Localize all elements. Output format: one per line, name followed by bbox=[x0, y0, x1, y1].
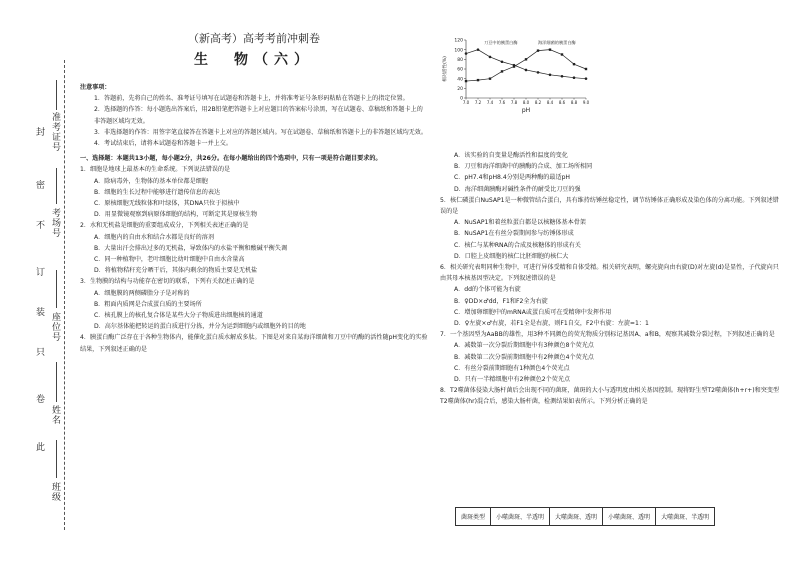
data-point bbox=[513, 65, 515, 67]
x-tick-label: 7.0 bbox=[462, 100, 470, 105]
fill-line[interactable] bbox=[56, 80, 57, 110]
option: C．同一种植物中，老叶细胞比幼叶细胞中自由水含量高 bbox=[94, 256, 245, 264]
right-column bbox=[440, 150, 780, 408]
option: A．减数第一次分裂后期细胞中有3种颜色8个荧光点 bbox=[454, 342, 594, 350]
field-label: 班级 bbox=[50, 482, 60, 502]
option: A．除病毒外，生物体的基本单位都是细胞 bbox=[94, 177, 208, 185]
data-point bbox=[477, 79, 479, 81]
option: D．用显微镜观察到病原体细胞的结构，可断定其是原核生物 bbox=[94, 211, 258, 219]
data-point bbox=[573, 76, 576, 79]
x-tick-label: 7.2 bbox=[474, 100, 482, 105]
table-cell: 菌斑类型 bbox=[456, 508, 491, 526]
data-point bbox=[573, 63, 575, 65]
option: B．减数第二次分裂前期细胞中有2种颜色4个荧光点 bbox=[454, 353, 594, 361]
seal-char: 密 bbox=[36, 181, 46, 191]
table-row bbox=[456, 508, 715, 526]
x-tick-label: 8.8 bbox=[570, 100, 578, 105]
question-stem: 8．T2噬菌体侵染大肠杆菌后会出现不同的菌斑，菌斑的大小与透明度由相关基因控制。现将野生型T2噬菌体(h+r+)和突变型T2噬菌体(hr)混合后，感染大肠杆菌，检测结果如表所示。下列分析正确的是 bbox=[440, 387, 780, 406]
data-point bbox=[489, 77, 491, 79]
left-column bbox=[80, 22, 428, 355]
field-label: 座位号 bbox=[50, 312, 60, 342]
option: B．粗面内质网是合成蛋白质的主要场所 bbox=[94, 300, 202, 308]
y-tick-label: 120 bbox=[454, 38, 463, 44]
option: D．♀左旋×♂右旋，若F1全是右旋，则F1自交，F2中右旋：左旋=1：1 bbox=[454, 320, 649, 328]
series-line bbox=[466, 50, 586, 81]
x-tick-label: 8.2 bbox=[534, 100, 542, 105]
field-label: 姓名 bbox=[50, 405, 60, 425]
data-point bbox=[465, 80, 467, 82]
option: C．有丝分裂前期细胞有1种颜色4个荧光点 bbox=[454, 364, 570, 372]
data-point bbox=[561, 75, 564, 78]
question-stem: 3．生物膜的结构与功能存在密切的联系，下列有关叙述正确的是 bbox=[80, 278, 255, 286]
field-label: 准考证号 bbox=[50, 112, 60, 152]
x-tick-label: 8.0 bbox=[522, 100, 530, 105]
option: A．NuSAP1和着丝粒蛋白都是以核糖体基本骨架 bbox=[454, 219, 586, 227]
option: C．核仁与某种RNA的合成及核糖体的形成有关 bbox=[454, 241, 581, 249]
fill-line[interactable] bbox=[56, 270, 57, 308]
data-point bbox=[477, 48, 480, 51]
plaque-type-table bbox=[455, 507, 715, 526]
section-heading: 一、选择题：本题共13小题，每小题2分，共26分。在每小题给出的四个选项中，只有一项是符合题目要求的。 bbox=[80, 155, 382, 163]
x-tick-label: 9.0 bbox=[582, 100, 590, 105]
y-tick-label: 20 bbox=[457, 86, 463, 92]
option: D．将植物秸秆充分晒干后，其体内剩余的物质主要是无机盐 bbox=[94, 267, 258, 275]
y-tick-label: 80 bbox=[457, 57, 463, 63]
data-point bbox=[537, 71, 540, 74]
fill-line[interactable] bbox=[56, 440, 57, 478]
question-stem: 4．胰蛋白酶广泛存在于各种生物体内，能催化蛋白质水解成多肽。下图是对来自某海洋细菌和刀豆中的酶的活性随pH变化的实验结果，下列叙述正确的是 bbox=[80, 334, 428, 353]
x-tick-label: 7.4 bbox=[486, 100, 494, 105]
data-point bbox=[489, 56, 492, 59]
data-point bbox=[501, 70, 503, 72]
series-line bbox=[466, 50, 586, 79]
option: A．dd的个体可能为右旋 bbox=[454, 286, 521, 294]
notice-item: 3．非选择题的作答：用签字笔直接答在答题卡上对应的答题区域内。写在试题卷、草稿纸和答题卡上的非答题区域均无效。 bbox=[94, 128, 427, 136]
question-stem: 5．核仁磷蛋白NuSAP1是一种微管结合蛋白，具有维持纺锤丝稳定性，调节纺锤体正确形成及染色体的分离功能。下列叙述错误的是 bbox=[440, 196, 779, 216]
option: C．核孔膜上的核孔复合体是某些大分子物质进出细胞核的通道 bbox=[94, 312, 263, 320]
legend-entry: 刀豆中的胰蛋白酶 bbox=[484, 40, 518, 45]
seal-char: 装 bbox=[36, 308, 46, 318]
notice-item: 2．选择题的作答：每小题选出答案后，用2B铅笔把答题卡上对应题目的答案标号涂黑，写在试题卷、草稿纸和答题卡上的非答题区域均无效。 bbox=[94, 106, 423, 125]
option: D．海洋细菌胰酶对碱性条件的耐受比刀豆的强 bbox=[454, 185, 581, 193]
y-axis-label: 相对活性(%) bbox=[443, 56, 448, 82]
binding-margin bbox=[0, 0, 70, 562]
option: D．口腔上皮细胞的核仁比胚细胞的核仁大 bbox=[454, 252, 569, 260]
notice-item: 1．答题前，先将自己的姓名、准考证号填写在试题卷和答题卡上，并将准考证号条形码粘贴在答题卡上的指定位置。 bbox=[94, 95, 409, 103]
table-cell: 小噬菌斑、半透明 bbox=[491, 508, 550, 526]
y-tick-label: 100 bbox=[454, 48, 463, 54]
x-axis-label: pH bbox=[521, 107, 531, 114]
option: A．细胞膜的两侧磷脂分子是对称的 bbox=[94, 289, 190, 297]
option: A．该实验的自变量是酶活性和温度的变化 bbox=[454, 152, 568, 159]
field-label: 考场号 bbox=[50, 208, 60, 238]
question-stem: 1．细胞是地球上最基本的生命系统。下列说法错误的是 bbox=[80, 166, 231, 174]
data-point bbox=[585, 68, 587, 70]
data-point bbox=[465, 52, 468, 55]
data-point bbox=[537, 49, 539, 51]
data-point bbox=[525, 69, 528, 72]
data-point bbox=[549, 74, 552, 77]
table-cell: 大噬菌斑、半透明 bbox=[656, 508, 715, 526]
option: C．原核细胞无线粒体和叶绿体，其DNA只位于拟核中 bbox=[94, 200, 240, 208]
option: C．增加卵细胞中的mRNA或蛋白质可在受精卵中发挥作用 bbox=[454, 308, 612, 316]
y-tick-label: 60 bbox=[457, 67, 463, 73]
seal-char: 此 bbox=[36, 443, 46, 453]
option: A．细胞内的自由水和结合水都是良好的溶剂 bbox=[94, 233, 214, 241]
data-point bbox=[585, 77, 588, 80]
option: D．只有一半精细胞中有2种颜色2个荧光点 bbox=[454, 376, 571, 384]
question-stem: 2．水和无机盐是细胞的重要组成成分，下列相关表述正确的是 bbox=[80, 222, 249, 230]
table-cell: 小噬菌斑、透明 bbox=[603, 508, 656, 526]
x-tick-label: 7.6 bbox=[498, 100, 506, 105]
data-point bbox=[549, 48, 551, 50]
notice-item: 4．考试结束后，请将本试题卷和答题卡一并上交。 bbox=[94, 140, 232, 148]
x-tick-label: 8.6 bbox=[558, 100, 566, 105]
notice-heading: 注意事项： bbox=[80, 84, 111, 91]
question-stem: 7．一个基因型为AaBB的雄性，用3种不同颜色的荧光物质分别标记基因A、a和B，观察其减数分裂过程，下列叙述正确的是 bbox=[440, 331, 775, 339]
seal-char: 不 bbox=[36, 221, 46, 231]
option: B．刀豆和海洋细菌中的胰酶的合成、加工场所相同 bbox=[454, 163, 593, 171]
seal-char: 卷 bbox=[36, 395, 46, 405]
option: B．♀DD×♂dd，F1和F2全为右旋 bbox=[454, 297, 548, 305]
subject-title: 生 物（六） bbox=[194, 52, 314, 68]
seal-char: 订 bbox=[36, 268, 46, 278]
x-tick-label: 7.8 bbox=[510, 100, 518, 105]
option: B．NuSAP1在有丝分裂期间参与纺锤体形成 bbox=[454, 230, 574, 238]
option: D．高尔基体能把转运的蛋白质进行分拣，并分为运到细胞内或细胞外的目的地 bbox=[94, 323, 306, 331]
seal-char: 封 bbox=[36, 128, 46, 138]
question-stem: 6．相关研究表明同种生物中，可进行异体受精和自体受精。相关研究表明，螺壳旋向由右旋(D)对左旋(d)是显性，子代旋向只由其母本核基因型决定。下列叙述错误的是 bbox=[440, 264, 779, 283]
data-point bbox=[561, 53, 563, 55]
fill-line[interactable] bbox=[56, 362, 57, 402]
cut-line bbox=[64, 60, 65, 530]
option: B．细胞的生长过程中能够进行遗传信息的表达 bbox=[94, 188, 221, 196]
seal-char: 只 bbox=[36, 348, 46, 358]
y-tick-label: 40 bbox=[457, 77, 463, 83]
fill-line[interactable] bbox=[56, 168, 57, 204]
y-tick-label: 0 bbox=[460, 96, 463, 102]
enzyme-activity-chart bbox=[440, 34, 590, 114]
legend-entry: 海洋细菌的胰蛋白酶 bbox=[538, 40, 576, 45]
exam-title: （新高考）高考考前冲刺卷 bbox=[188, 32, 320, 45]
option: B．大量出汗会排出过多的无机盐，导致体内的水盐平衡和酸碱平衡失调 bbox=[94, 244, 288, 252]
data-point bbox=[501, 60, 504, 63]
option: C．pH7.4和pH8.4分别是两种酶的最适pH bbox=[454, 174, 571, 182]
table-cell: 大噬菌斑、透明 bbox=[550, 508, 603, 526]
data-point bbox=[525, 58, 527, 60]
x-tick-label: 8.4 bbox=[546, 100, 554, 105]
